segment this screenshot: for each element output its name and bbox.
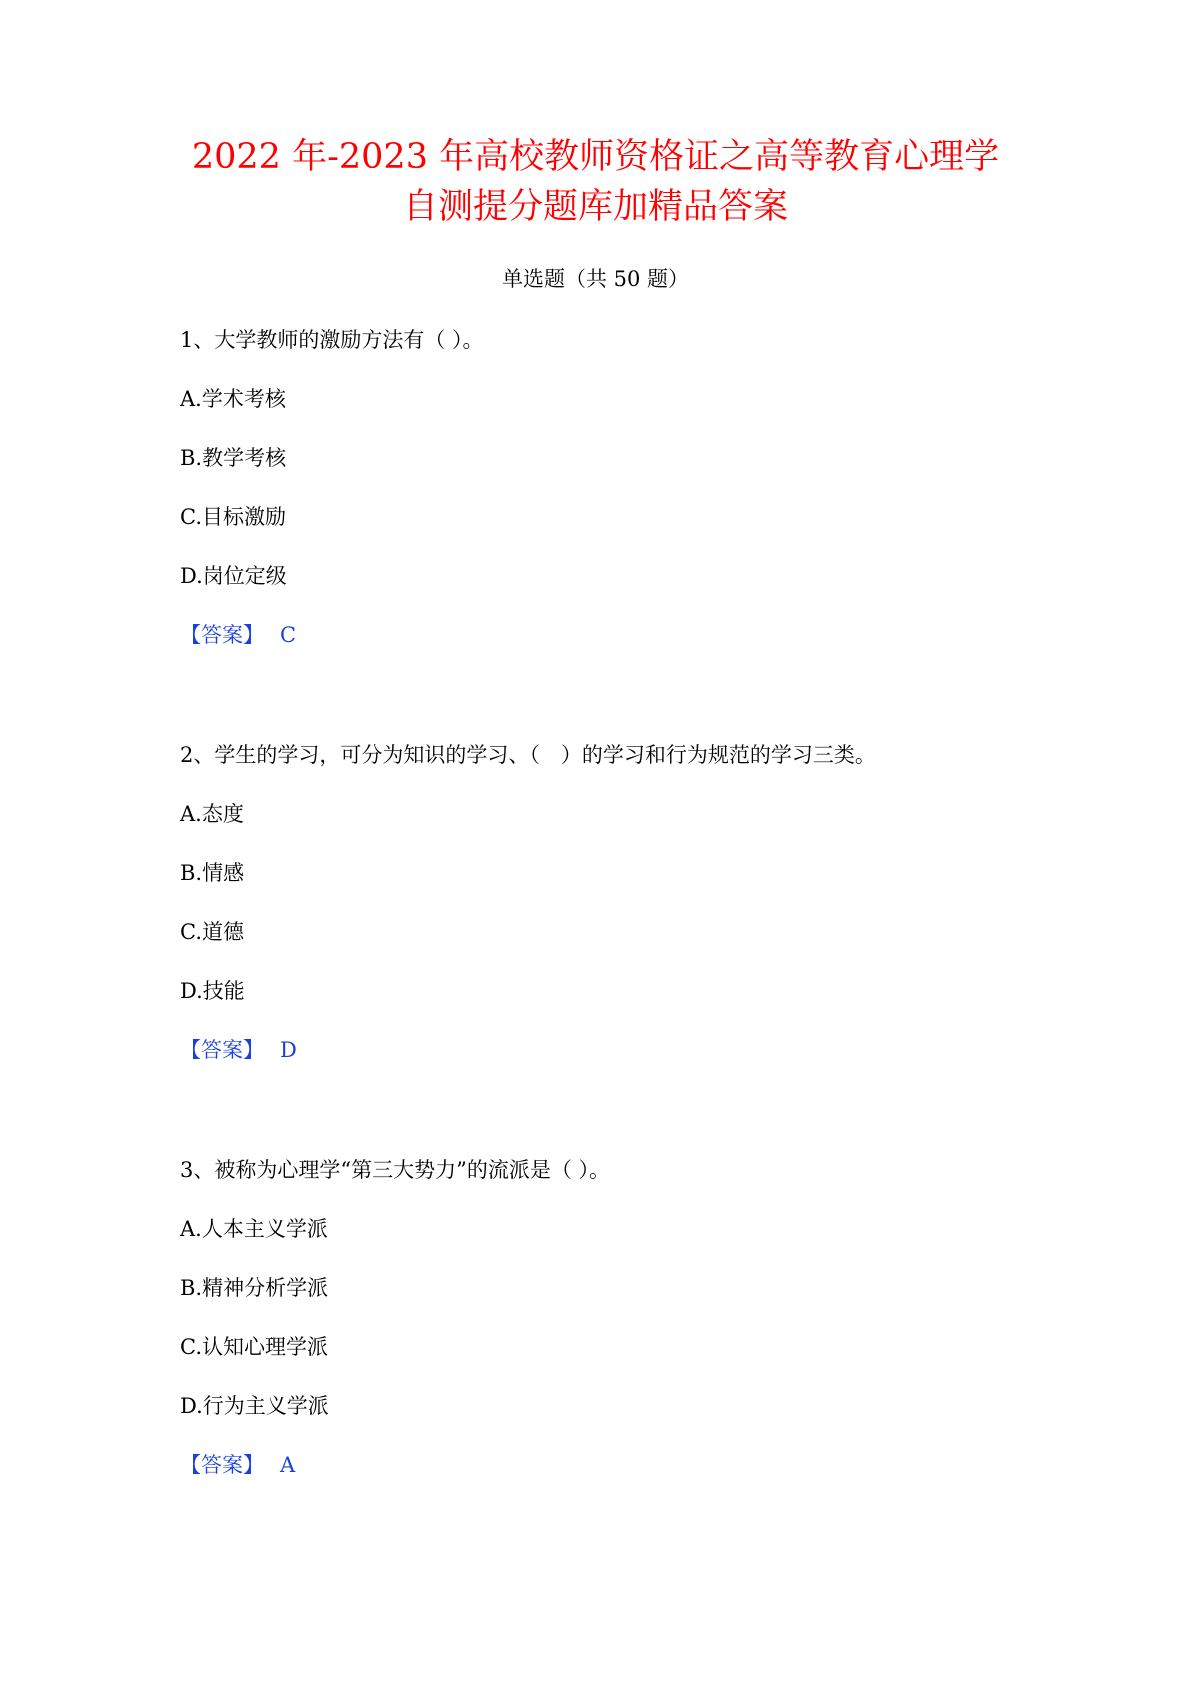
option-c: C.目标激励 bbox=[180, 505, 286, 529]
option-c: C.认知心理学派 bbox=[180, 1335, 328, 1359]
option-c: C.道德 bbox=[180, 920, 244, 944]
option-b: B.情感 bbox=[180, 861, 245, 885]
option-a: A.学术考核 bbox=[180, 387, 286, 411]
option-d: D.行为主义学派 bbox=[180, 1394, 329, 1418]
answer-value: C bbox=[280, 623, 297, 647]
option-b: B.精神分析学派 bbox=[180, 1276, 329, 1300]
option-d: D.技能 bbox=[180, 979, 245, 1003]
answer-label: 【答案】 bbox=[180, 1038, 264, 1062]
section-heading: 单选题（共 50 题） bbox=[501, 267, 690, 291]
answer-value: A bbox=[280, 1453, 296, 1477]
answer-label: 【答案】 bbox=[180, 1453, 264, 1477]
document-title bbox=[0, 132, 1191, 232]
answer-line bbox=[180, 620, 296, 650]
document-title-line-1: 2022 年-2023 年高校教师资格证之高等教育心理学 bbox=[191, 137, 1000, 177]
question-stem: 2、学生的学习，可分为知识的学习、（ ）的学习和行为规范的学习三类。 bbox=[180, 743, 876, 767]
option-a: A.态度 bbox=[180, 802, 244, 826]
answer-label: 【答案】 bbox=[180, 623, 264, 647]
option-b: B.教学考核 bbox=[180, 446, 287, 470]
question-stem: 1、大学教师的激励方法有（ ）。 bbox=[180, 328, 484, 352]
answer-line bbox=[180, 1035, 297, 1065]
answer-value: D bbox=[280, 1038, 297, 1062]
question-stem: 3、被称为心理学“第三大势力”的流派是（ ）。 bbox=[180, 1158, 611, 1182]
document-title-line-2: 自测提分题库加精品答案 bbox=[402, 187, 788, 227]
option-d: D.岗位定级 bbox=[180, 564, 287, 588]
option-a: A.人本主义学派 bbox=[180, 1217, 328, 1241]
answer-line bbox=[180, 1450, 295, 1480]
